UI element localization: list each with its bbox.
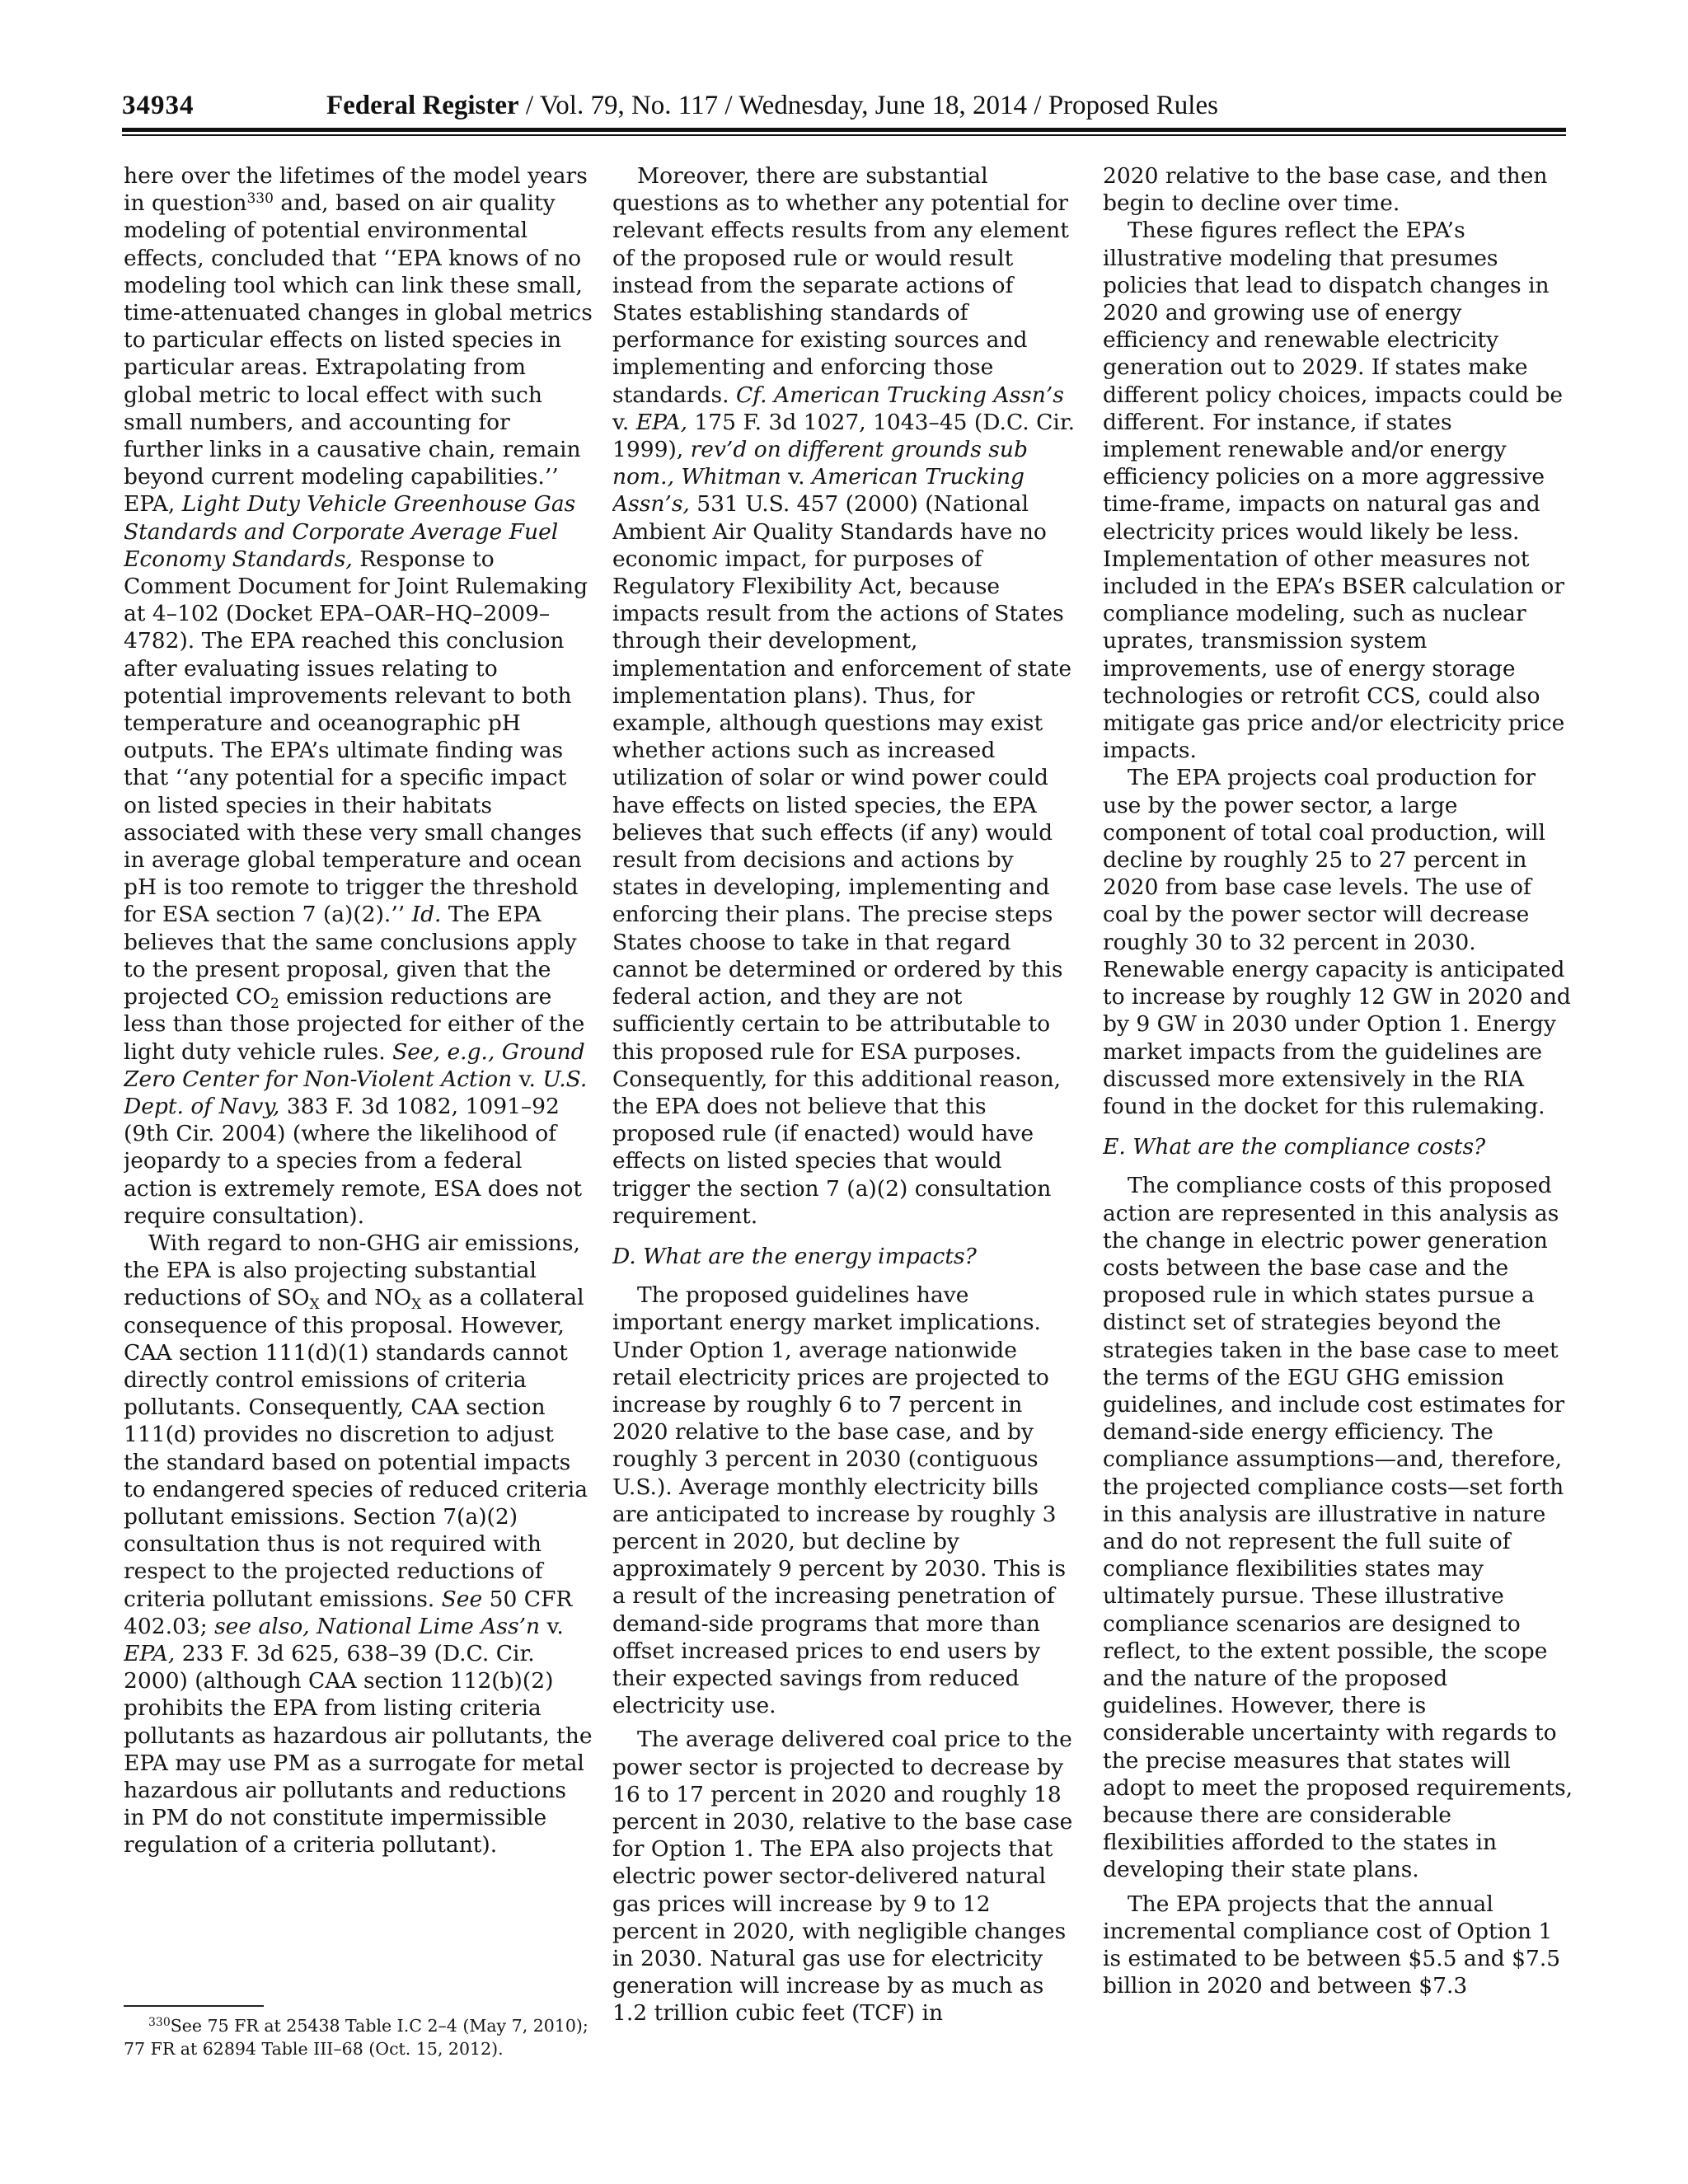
text-run: 50 CFR 402.03; <box>124 1586 573 1639</box>
subscript: X <box>309 1296 320 1314</box>
text-run: Moreover, there are substantial questions as to whether any potential for relevant effects results from any element of the proposed rule or would result instead from the separate actions of States establishing standards of performance for existing sources and implementing and enforcing those standards. <box>612 163 1069 408</box>
footnote-ref: 330 <box>246 190 274 208</box>
text-run: v. <box>540 1613 564 1639</box>
text-run: 383 F. 3d 1082, 1091–92 (9th Cir. 2004) (where the likelihood of jeopardy to a species from a federal action is extremely remote, ESA does not require consultation). <box>124 1093 582 1229</box>
paragraph: The average delivered coal price to the power sector is projected to decrease by 16 to 17 percent in 2020 and roughly 18 percent in 2030, relative to the base case for Option 1. The EPA also projects that electric power sector-delivered natural gas prices will increase by 9 to 12 percent in 2020, with negligible changes in 2030. Natural gas use for electricity generation will increase by as much as 1.2 trillion cubic feet (TCF) in <box>612 1727 1073 2025</box>
issue-info: / Vol. 79, No. 117 / Wednesday, June 18, 2014 / Proposed Rules <box>518 91 1218 120</box>
page-number: 34934 <box>122 91 195 120</box>
footnote-text: See 75 FR at 25438 Table I.C 2–4 (May 7, 2010); 77 FR at 62894 Table III–68 (Oct. 15, 2012). <box>124 2016 588 2059</box>
running-head <box>326 91 1218 121</box>
italic-citation: Id. <box>411 902 442 928</box>
paragraph: The EPA projects that the annual incremental compliance cost of Option 1 is estimated to be between $5.5 and $7.5 billion in 2020 and between $7.3 <box>1103 1891 1561 1999</box>
italic-citation: U.S. Dept. of Navy, <box>124 1066 588 1119</box>
text-run: With regard to non-GHG air emissions, the EPA is also projecting substantial reductions of SO <box>124 1230 580 1311</box>
italic-citation: See, e.g., Ground Zero Center for Non-Violent Action <box>124 1038 585 1092</box>
text-run: v. <box>512 1066 543 1092</box>
italic-citation: American Trucking Assn’s, <box>612 464 1025 518</box>
publication-title: Federal Register <box>326 91 519 120</box>
text-run: 175 F. 3d 1027, 1043–45 (D.C. Cir. 1999), <box>612 409 1076 463</box>
header-rule-thick <box>122 128 1566 132</box>
paragraph: 2020 relative to the base case, and then begin to decline over time. <box>1103 163 1548 217</box>
text-run: Response to Comment Document for Joint Rulemaking at 4–102 (Docket EPA–OAR–HQ–2009–4782). The EPA reached this conclusion after evaluating issues relating to potential improvements relevant to both temperature and oceanographic pH outputs. The EPA’s ultimate finding was that ‘‘any potential for a specific impact on listed species in their habitats associated with these very small changes in average global temperature and ocean pH is too remote to trigger the threshold for ESA section 7 (a)(2).’’ <box>124 546 588 928</box>
italic-citation: Cf. American Trucking Assn’s <box>735 382 1064 408</box>
paragraph <box>612 162 1081 1230</box>
text-run: emission reductions are less than those projected for either of the light duty vehicle rules. <box>124 984 585 1065</box>
paragraph: The proposed guidelines have important energy market implications. Under Option 1, average nationwide retail electricity prices are projected to increase by roughly 6 to 7 percent in 2020 relative to the base case, and by roughly 3 percent in 2030 (contiguous U.S.). Average monthly electricity bills are anticipated to increase by roughly 3 percent in 2020, but decline by approximately 9 percent by 2030. This is a result of the increasing penetration of demand-side programs that more than offset increased prices to end users by their expected savings from reduced electricity use. <box>612 1282 1067 1719</box>
footnote-rule <box>124 2005 264 2007</box>
italic-citation: Light Duty Vehicle Greenhouse Gas Standards and Corporate Average Fuel Economy Standards, <box>124 491 576 572</box>
subscript: X <box>411 1296 422 1314</box>
text-run: 531 U.S. 457 (2000) (National Ambient Air Quality Standards have no economic impact, for purposes of Regulatory Flexibility Act, because impacts result from the actions of States through their development, implementation and enforcement of state implementation plans). Thus, for example, although questions may exist whether actions such as increased utilization of solar or wind power could have effects on listed species, the EPA believes that such effects (if any) would result from decisions and actions by states in developing, implementing and enforcing their plans. The precise steps States choose to take in that regard cannot be determined or ordered by this federal action, and they are not sufficiently certain to be attributable to this proposed rule for ESA purposes. Consequently, for this additional reason, the EPA does not believe that this proposed rule (if enacted) would have effects on listed species that would trigger the section 7 (a)(2) consultation requirement. <box>612 491 1072 1229</box>
italic-citation: rev’d on different grounds sub nom., Whitman <box>612 437 1028 490</box>
italic-citation: see also, National Lime Ass’n <box>214 1613 541 1639</box>
section-heading: D. What are the energy impacts? <box>612 1243 977 1269</box>
text-run: 233 F. 3d 625, 638–39 (D.C. Cir. 2000) (although CAA section 112(b)(2) prohibits the EPA from listing criteria pollutants as hazardous air pollutants, the EPA may use PM as a surrogate for metal hazardous air pollutants and reductions in PM do not constitute impermissible regulation of a criteria pollutant). <box>124 1640 593 1858</box>
column-3 <box>1103 162 1574 2025</box>
paragraph <box>124 162 593 1230</box>
column-2 <box>612 162 1081 2025</box>
paragraph <box>124 1230 593 1859</box>
text-run: as a collateral consequence of this proposal. However, CAA section 111(d)(1) standards cannot directly control emissions of criteria pollutants. Consequently, CAA section 111(d) provides no discretion to adjust the standard based on potential impacts to endangered species of reduced criteria pollutant emissions. Section 7(a)(2) consultation thus is not required with respect to the projected reductions of criteria pollutant emissions. <box>124 1285 588 1612</box>
text-run: and NO <box>319 1285 412 1311</box>
header-rule-thin <box>122 134 1566 136</box>
text-run: v. <box>612 409 636 435</box>
italic-citation: EPA, <box>124 1640 176 1666</box>
footnote <box>124 2014 593 2060</box>
subscript: 2 <box>270 996 279 1013</box>
text-run: v. <box>781 464 812 490</box>
page-header <box>122 86 1566 127</box>
paragraph: The compliance costs of this proposed action are represented in this analysis as the change in electric power generation costs between the base case and the proposed rule in which states pursue a distinct set of strategies beyond the strategies taken in the base case to meet the terms of the EGU GHG emission guidelines, and include cost estimates for demand-side energy efficiency. The compliance assumptions—and, therefore, the projected compliance costs—set forth in this analysis are illustrative in nature and do not represent the full suite of compliance flexibilities states may ultimately pursue. These illustrative compliance scenarios are designed to reflect, to the extent possible, the scope and the nature of the proposed guidelines. However, there is considerable uncertainty with regards to the precise measures that states will adopt to meet the proposed requirements, because there are considerable flexibilities afforded to the states in developing their state plans. <box>1103 1173 1573 1883</box>
text-run: The EPA believes that the same conclusions apply to the present proposal, given that the projected CO <box>124 902 577 1010</box>
column-1 <box>124 162 593 2025</box>
paragraph: The EPA projects coal production for use by the power sector, a large component of total coal production, will decline by roughly 25 to 27 percent in 2020 from base case levels. The use of coal by the power sector will decrease roughly 30 to 32 percent in 2030. Renewable energy capacity is anticipated to increase by roughly 12 GW in 2020 and by 9 GW in 2030 under Option 1. Energy market impacts from the guidelines are discussed more extensively in the RIA found in the docket for this rulemaking. <box>1103 765 1571 1119</box>
italic-citation: EPA, <box>635 409 687 435</box>
italic-citation: See <box>441 1586 483 1612</box>
text-run: and, based on air quality modeling of potential environmental effects, concluded that ‘‘EPA knows of no modeling tool which can link these small, time-attenuated changes in global metrics to particular effects on listed species in particular areas. Extrapolating from global metric to local effect with such small numbers, and accounting for further links in a causative chain, remain beyond current modeling capabilities.’’ EPA, <box>124 190 593 518</box>
section-heading: E. What are the compliance costs? <box>1103 1134 1486 1160</box>
footnote-number: 330 <box>148 2016 171 2029</box>
text-run: here over the lifetimes of the model years in question <box>124 163 588 217</box>
paragraph: These figures reflect the EPA’s illustrative modeling that presumes policies that lead to dispatch changes in 2020 and growing use of energy efficiency and renewable electricity generation out to 2029. If states make different policy choices, impacts could be different. For instance, if states implement renewable and/or energy efficiency policies on a more aggressive time-frame, impacts on natural gas and electricity prices would likely be less. Implementation of other measures not included in the EPA’s BSER calculation or compliance modeling, such as nuclear uprates, transmission system improvements, use of energy storage technologies or retrofit CCS, could also mitigate gas price and/or electricity price impacts. <box>1103 218 1565 764</box>
